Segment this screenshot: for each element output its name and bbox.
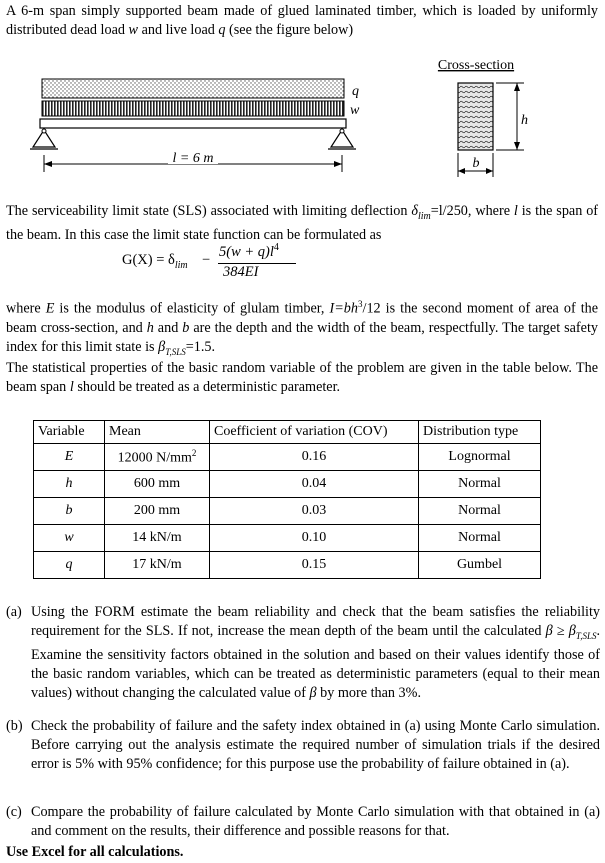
where-paragraph: where E is the modulus of elasticity of glulam timber, $I=bh^3/12$ is the second moment of area of the beam cross-section, and h and b are the depth and the width of the beam, respectfully. The target safety index for this limit state is $\beta_{T,SLS}=1.5$. <box>6 299 599 357</box>
right-support <box>328 129 356 149</box>
table-row: b 200 mm 0.03 Normal <box>34 498 541 525</box>
live-load-block <box>42 79 344 98</box>
cross-section-title: Cross-section <box>437 58 515 73</box>
header-cov: Coefficient of variation (COV) <box>210 421 419 444</box>
table-row: q 17 kN/m 0.15 Gumbel <box>34 552 541 579</box>
part-b: (b) Check the probability of failure and the safety index obtained in (a) using Monte Carlo simulation. Before carrying out the analysis estimate the required number of simulation trials if the desired error is 5% with 95% confidence; for this purpose use the probability of failure obtained in (a). <box>6 718 600 772</box>
part-c: (c) Compare the probability of failure calculated by Monte Carlo simulation with that obtained in (a) and comment on the results, their difference and possible reasons for that. <box>6 804 600 839</box>
h-label: h <box>521 113 528 128</box>
left-support <box>30 129 58 149</box>
header-variable: Variable <box>34 421 105 444</box>
table-header-row <box>34 421 541 444</box>
table-row: E 12000 $N/mm^2$ 0.16 Lognormal <box>34 444 541 471</box>
dead-load-block <box>42 101 344 116</box>
w-label: w <box>350 103 360 118</box>
beam <box>40 119 346 128</box>
footer-instruction: Use Excel for all calculations. <box>6 844 184 860</box>
beam-figure <box>0 50 605 190</box>
table-row: w 14 kN/m 0.10 Normal <box>34 525 541 552</box>
q-label: q <box>352 84 359 99</box>
b-label: b <box>472 156 480 171</box>
header-mean: Mean <box>105 421 210 444</box>
header-distribution: Distribution type <box>419 421 541 444</box>
cross-section <box>458 83 493 150</box>
span-label: l = 6 m <box>172 151 214 166</box>
sls-paragraph: The serviceability limit state (SLS) associated with limiting deflection $\delta_{lim}=l/250$, where l is the span of the beam. In this case the limit state function can be formulated as <box>6 203 599 243</box>
stats-paragraph: The statistical properties of the basic random variable of the problem are given in the table below. The beam span l should be treated as a deterministic parameter. <box>6 360 598 395</box>
random-variables-table <box>33 420 541 579</box>
table-row: h 600 mm 0.04 Normal <box>34 471 541 498</box>
intro-paragraph: A 6-m span simply supported beam made of glued laminated timber, which is loaded by uniformly distributed dead load w and live load q (see the figure below) <box>6 3 598 38</box>
part-a: (a) Using the FORM estimate the beam reliability and check that the beam satisfies the reliability requirement for the SLS. If not, increase the mean depth of the beam until the calculated $\beta \ge \beta_{T,SLS}$. Examine the sensitivity factors obtained in the solution and based on their values identify those of the basic random variables, which can be treated as deterministic parameters (equal to their mean values) without changing the calculated value of β by more than 3%. <box>6 604 601 701</box>
